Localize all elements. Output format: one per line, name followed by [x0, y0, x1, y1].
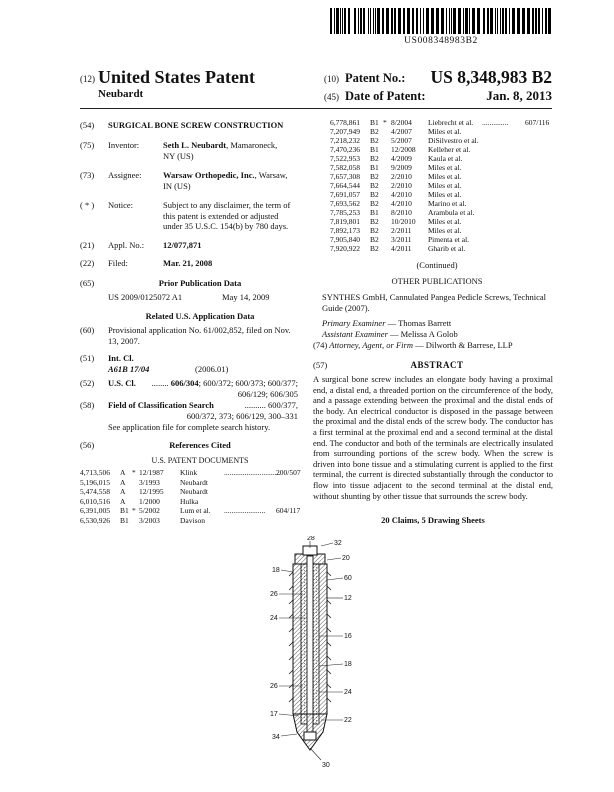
notice-text: Subject to any disclaimer, the term of this patent is extended or adjusted under 35 U.S.C. 154(b) by 780 days.: [163, 200, 291, 231]
reference-num: 6,530,926: [80, 516, 110, 525]
patent-number-label: Patent No.:: [345, 71, 406, 85]
reference-name: Liebrecht et al.: [428, 118, 474, 127]
reference-kind: A: [120, 496, 126, 506]
primary-examiner: [322, 318, 552, 329]
inid-code-54: (54): [80, 120, 95, 130]
reference-name: Neubardt: [180, 487, 208, 497]
barcode-bar: [340, 8, 341, 34]
field-of-search-entry: [108, 400, 298, 421]
fig-label: 22: [344, 717, 352, 724]
references-cited-heading: References Cited: [169, 440, 231, 450]
fig-label: 26: [270, 683, 278, 690]
barcode-bar: [538, 8, 540, 34]
reference-row: [330, 226, 562, 235]
reference-date: 4/2007: [391, 127, 412, 136]
assignee-name: Warsaw Orthopedic, Inc.: [163, 170, 255, 180]
barcode-bar: [527, 8, 530, 34]
reference-star: *: [132, 468, 136, 477]
reference-date: 3/1993: [139, 477, 160, 487]
reference-row: [80, 497, 312, 506]
fig-label: 20: [342, 555, 350, 562]
reference-num: 7,664,544: [330, 181, 360, 190]
fig-label: 32: [334, 540, 342, 547]
attorney-entry: [313, 340, 553, 351]
barcode-bar: [423, 8, 424, 34]
reference-date: 4/2009: [391, 154, 412, 163]
fig-label: 24: [344, 689, 352, 696]
reference-num: 5,196,015: [80, 477, 110, 487]
inventor-location: , Mamaroneck, NY (US): [163, 140, 278, 161]
appl-no-label: Appl. No.:: [108, 240, 145, 250]
assistant-examiner-name: — Melissa A Golob: [390, 329, 458, 339]
reference-kind: B2: [370, 244, 379, 253]
header-rule: [80, 108, 552, 109]
reference-kind: B2: [370, 217, 379, 226]
barcode-bar: [522, 8, 525, 34]
inid-code-74: (74): [313, 340, 328, 350]
barcode-bar: [512, 8, 515, 34]
reference-row: [330, 244, 562, 253]
reference-kind: B2: [370, 127, 379, 136]
barcode-bar: [495, 8, 496, 34]
barcode-bar: [360, 8, 362, 34]
reference-row: [80, 506, 312, 515]
reference-name: Miles et al.: [428, 127, 462, 136]
reference-kind: B1: [120, 516, 129, 525]
reference-num: 4,713,506: [80, 468, 110, 477]
inventor-entry: [163, 140, 291, 161]
reference-name: Miles et al.: [428, 190, 462, 199]
inid-code-75: (75): [80, 140, 95, 150]
barcode-bar: [483, 8, 485, 34]
reference-num: 7,920,922: [330, 244, 360, 253]
reference-kind: B2: [370, 235, 379, 244]
barcode-bar: [473, 8, 475, 34]
reference-row: [330, 118, 562, 127]
reference-date: 8/2010: [391, 208, 412, 217]
barcode-bar: [449, 8, 450, 34]
reference-name: Miles et al.: [428, 217, 462, 226]
attorney-name: — Dilworth & Barrese, LLP: [415, 340, 513, 350]
barcode-bar: [490, 8, 493, 34]
barcode-bar: [386, 8, 389, 34]
notice-label: Notice:: [108, 200, 134, 210]
barcode-bar: [502, 8, 504, 34]
prior-publication-heading: Prior Publication Data: [158, 278, 242, 288]
reference-date: 9/2009: [391, 163, 412, 172]
reference-dots: ......................: [224, 506, 266, 516]
reference-num: 6,778,861: [330, 118, 360, 127]
conductor: [307, 556, 313, 734]
reference-star: *: [383, 118, 387, 127]
int-cl-class: A61B 17/04: [108, 364, 150, 374]
inid-code-57: (57): [313, 360, 328, 370]
other-publications-text: SYNTHES GmbH, Cannulated Pangea Pedicle Screws, Technical Guide (2007).: [322, 292, 546, 313]
reference-date: 4/2011: [391, 244, 412, 253]
reference-kind: B1: [370, 145, 379, 154]
inventor-surname: Neubardt: [98, 88, 144, 100]
reference-date: 3/2003: [139, 516, 160, 525]
filed-date: Mar. 21, 2008: [163, 258, 213, 268]
reference-row: [80, 487, 312, 496]
distal-terminal: [304, 732, 316, 740]
us-cl-label: U.S. Cl.: [108, 378, 136, 388]
inid-code-60: (60): [80, 325, 95, 335]
reference-row: [330, 208, 562, 217]
barcode-bar: [548, 8, 551, 34]
inid-code-45: (45): [324, 92, 339, 102]
reference-dots: ..............................: [224, 468, 281, 477]
reference-row: [330, 235, 562, 244]
assistant-examiner: [322, 329, 552, 340]
reference-kind: B1: [370, 208, 379, 217]
barcode-bar: [420, 8, 421, 34]
barcode-bar: [342, 8, 343, 34]
reference-num: 6,010,516: [80, 496, 110, 506]
barcode-bar: [398, 8, 401, 34]
patent-number: US 8,348,983 B2: [430, 67, 552, 87]
reference-name: Hulka: [180, 496, 199, 506]
reference-cls: 604/117: [276, 506, 301, 516]
reference-row: [330, 190, 562, 199]
reference-num: 7,819,801: [330, 217, 360, 226]
reference-date: 2/2010: [391, 172, 412, 181]
reference-date: 2/2011: [391, 226, 412, 235]
barcode-bar: [392, 8, 393, 34]
prior-publication-date: May 14, 2009: [222, 292, 270, 302]
field-of-search-text: 600/377, 600/372, 373; 606/129, 300–331: [186, 400, 298, 421]
bone-screw-drawing: [243, 536, 375, 776]
barcode-bar: [453, 8, 456, 34]
barcode-bar: [477, 8, 480, 34]
assignee-label: Assignee:: [108, 170, 142, 180]
reference-row: [330, 136, 562, 145]
reference-kind: B2: [370, 199, 379, 208]
primary-examiner-label: Primary Examiner: [322, 318, 386, 328]
reference-num: 5,474,558: [80, 487, 110, 497]
inventor-label: Inventor:: [108, 140, 140, 150]
reference-row: [330, 145, 562, 154]
fig-label: 16: [344, 633, 352, 640]
reference-name: Miles et al.: [428, 226, 462, 235]
reference-row: [330, 199, 562, 208]
reference-num: 7,892,173: [330, 226, 360, 235]
inid-code-73: (73): [80, 170, 95, 180]
us-cl-main: 606/304: [170, 378, 199, 388]
fig-label: 12: [344, 595, 352, 602]
reference-date: 3/2011: [391, 235, 412, 244]
filed-label: Filed:: [108, 258, 128, 268]
inid-code-notice: ( * ): [80, 200, 95, 210]
barcode-bar: [382, 8, 384, 34]
barcode-bar: [446, 8, 447, 34]
reference-kind: B1: [370, 118, 379, 127]
reference-num: 7,693,562: [330, 199, 360, 208]
fig-label: 18: [344, 661, 352, 668]
invention-title: SURGICAL BONE SCREW CONSTRUCTION: [108, 120, 284, 130]
field-of-search-dots: ..........: [244, 400, 266, 410]
date-of-patent: Jan. 8, 2013: [486, 88, 552, 103]
assistant-examiner-label: Assistant Examiner: [322, 329, 388, 339]
assignee-location: , Warsaw, IN (US): [163, 170, 288, 191]
reference-date: 12/2008: [391, 145, 416, 154]
reference-num: 7,522,953: [330, 154, 360, 163]
int-cl-label: Int. Cl.: [108, 353, 134, 363]
reference-row: [330, 217, 562, 226]
barcode-bar: [334, 8, 335, 34]
reference-name: Miles et al.: [428, 163, 462, 172]
barcode-bar: [427, 8, 429, 34]
reference-name: Miles et al.: [428, 181, 462, 190]
barcode-bar: [458, 8, 461, 34]
barcode-bar: [330, 8, 332, 34]
inid-code-65: (65): [80, 278, 95, 288]
barcode-bar: [532, 8, 535, 34]
reference-kind: B2: [370, 190, 379, 199]
reference-num: 7,905,840: [330, 235, 360, 244]
reference-num: 7,657,308: [330, 172, 360, 181]
barcode-bar: [377, 8, 380, 34]
abstract-heading: ABSTRACT: [410, 360, 464, 370]
reference-num: 7,207,949: [330, 127, 360, 136]
field-of-search-label: Field of Classification Search: [108, 400, 214, 410]
reference-name: Klink: [180, 468, 198, 477]
reference-kind: A: [120, 477, 126, 487]
claims-line: 20 Claims, 5 Drawing Sheets: [381, 515, 485, 525]
fig-label: 18: [272, 567, 280, 574]
reference-name: Miles et al.: [428, 172, 462, 181]
us-cl-dots: ........: [151, 378, 169, 388]
document-title: United States Patent: [98, 67, 255, 87]
barcode-bar: [497, 8, 498, 34]
reference-row: [80, 468, 312, 477]
barcode-bar: [500, 8, 501, 34]
barcode-bar: [431, 8, 434, 34]
barcode-bar: [451, 8, 452, 34]
date-of-patent-label: Date of Patent:: [345, 89, 426, 103]
primary-examiner-name: — Thomas Barrett: [387, 318, 452, 328]
reference-row: [330, 172, 562, 181]
abstract-text: A surgical bone screw includes an elongate body having a proximal end, a distal end, a threaded portion on the circumference of the body, and a passage extending between the proximal and the distal ends of the body. An electrical conductor is disposed in the passage between the proximal and the distal ends of the screw body. The conductor has a first terminal at the proximal end and a second terminal at the distal end. The conductor and both of the terminals are electrically insulated from surrounding portions of the screw body. When the screw is driven into bone tissue and a stimulating current is applied to the first terminal, the current is directed substantially through the conductor to flow into tissue adjacent to the second terminal at the distal end, without shunting by other tissue that surrounds the screw body.: [313, 374, 553, 501]
reference-date: 12/1987: [139, 468, 164, 477]
barcode-bar: [441, 8, 444, 34]
reference-date: 2/2010: [391, 181, 412, 190]
barcode-bar: [546, 8, 547, 34]
barcode-bar: [373, 8, 374, 34]
reference-date: 12/1995: [139, 487, 164, 497]
barcode-bar: [368, 8, 369, 34]
reference-row: [330, 163, 562, 172]
fig-label: 28: [307, 536, 315, 542]
reference-name: Gharib et al.: [428, 244, 466, 253]
barcode-bar: [463, 8, 465, 34]
reference-num: 7,218,232: [330, 136, 360, 145]
reference-kind: A: [120, 468, 126, 477]
fig-label: 17: [270, 711, 278, 718]
reference-kind: B2: [370, 172, 379, 181]
reference-cls: 607/116: [525, 118, 550, 127]
barcode-bar: [535, 8, 537, 34]
reference-date: 10/2010: [391, 217, 416, 226]
reference-row: [330, 181, 562, 190]
barcode-bar: [354, 8, 356, 34]
inid-code-56: (56): [80, 440, 95, 450]
reference-date: 1/2000: [139, 496, 160, 506]
barcode-bar: [413, 8, 415, 34]
barcode-bar: [517, 8, 520, 34]
appl-no: 12/077,871: [163, 240, 202, 250]
reference-star: *: [132, 506, 136, 516]
assignee-entry: [163, 170, 291, 191]
reference-kind: B1: [370, 163, 379, 172]
inid-code-12: (12): [80, 74, 95, 84]
fig-label: 26: [270, 591, 278, 598]
reference-kind: B2: [370, 154, 379, 163]
barcode-bar: [375, 8, 376, 34]
inventor-name: Seth L. Neubardt: [163, 140, 227, 150]
reference-date: 4/2010: [391, 199, 412, 208]
int-cl-date: (2006.01): [195, 364, 229, 374]
field-of-search-note: See application file for complete search history.: [108, 422, 271, 432]
reference-date: 8/2004: [391, 118, 412, 127]
fig-label: 34: [272, 734, 280, 741]
barcode-number: US008348983B2: [404, 36, 478, 46]
barcode-bar: [370, 8, 371, 34]
reference-name: Arambula et al.: [428, 208, 475, 217]
us-patent-documents-heading: U.S. PATENT DOCUMENTS: [151, 456, 249, 465]
barcode-bar: [336, 8, 339, 34]
barcode-bar: [394, 8, 396, 34]
reference-name: DiSilvestro et al.: [428, 136, 479, 145]
barcode-bar: [364, 8, 366, 34]
provisional-application: Provisional application No. 61/002,852, filed on Nov. 13, 2007.: [108, 325, 291, 346]
barcode-bar: [465, 8, 468, 34]
fig-label: 24: [270, 615, 278, 622]
reference-cls: 200/507: [276, 468, 301, 477]
reference-num: 6,391,005: [80, 506, 110, 516]
reference-kind: B2: [370, 226, 379, 235]
us-cl-rest: ; 600/372; 600/373; 600/377; 606/129; 606/305: [198, 378, 298, 399]
reference-name: Kelleher et al.: [428, 145, 471, 154]
reference-name: Lum et al.: [180, 506, 211, 516]
inid-code-22: (22): [80, 258, 95, 268]
reference-num: 7,785,253: [330, 208, 360, 217]
reference-date: 5/2002: [139, 506, 160, 516]
barcode-bar: [358, 8, 359, 34]
reference-num: 7,582,058: [330, 163, 360, 172]
barcode-bar: [407, 8, 410, 34]
us-cl-entry: [108, 378, 298, 399]
barcode-bar: [348, 8, 350, 34]
inid-code-51: (51): [80, 353, 95, 363]
barcode: [330, 8, 552, 34]
reference-kind: B1: [120, 506, 129, 516]
prior-publication-number: US 2009/0125072 A1: [108, 292, 183, 302]
reference-row: [80, 516, 312, 525]
reference-kind: B2: [370, 181, 379, 190]
attorney-label: Attorney, Agent, or Firm: [329, 340, 413, 350]
reference-row: [330, 154, 562, 163]
other-publications-heading: OTHER PUBLICATIONS: [391, 276, 483, 286]
inid-code-21: (21): [80, 240, 95, 250]
barcode-bar: [542, 8, 543, 34]
reference-num: 7,470,236: [330, 145, 360, 154]
barcode-bar: [417, 8, 418, 34]
reference-name: Neubardt: [180, 477, 208, 487]
inid-code-10: (10): [324, 74, 339, 84]
barcode-bar: [344, 8, 346, 34]
reference-kind: B2: [370, 136, 379, 145]
reference-name: Marino et al.: [428, 199, 467, 208]
reference-name: Davison: [180, 516, 205, 525]
reference-kind: A: [120, 487, 126, 497]
reference-dots: ..............: [482, 118, 509, 127]
barcode-bar: [487, 8, 490, 34]
inid-code-58: (58): [80, 400, 95, 410]
barcode-bar: [403, 8, 405, 34]
barcode-bar: [436, 8, 439, 34]
fig-label: 30: [322, 762, 330, 769]
continued-note: (Continued): [416, 260, 458, 270]
barcode-bar: [469, 8, 470, 34]
reference-date: 4/2010: [391, 190, 412, 199]
reference-num: 7,691,057: [330, 190, 360, 199]
fig-label: 60: [344, 575, 352, 582]
reference-row: [80, 478, 312, 487]
related-application-heading: Related U.S. Application Data: [145, 311, 255, 321]
barcode-bar: [505, 8, 507, 34]
barcode-bar: [509, 8, 511, 34]
reference-row: [330, 127, 562, 136]
reference-date: 5/2007: [391, 136, 412, 145]
reference-name: Kaula et al.: [428, 154, 463, 163]
reference-name: Pimenta et al.: [428, 235, 470, 244]
inid-code-52: (52): [80, 378, 95, 388]
